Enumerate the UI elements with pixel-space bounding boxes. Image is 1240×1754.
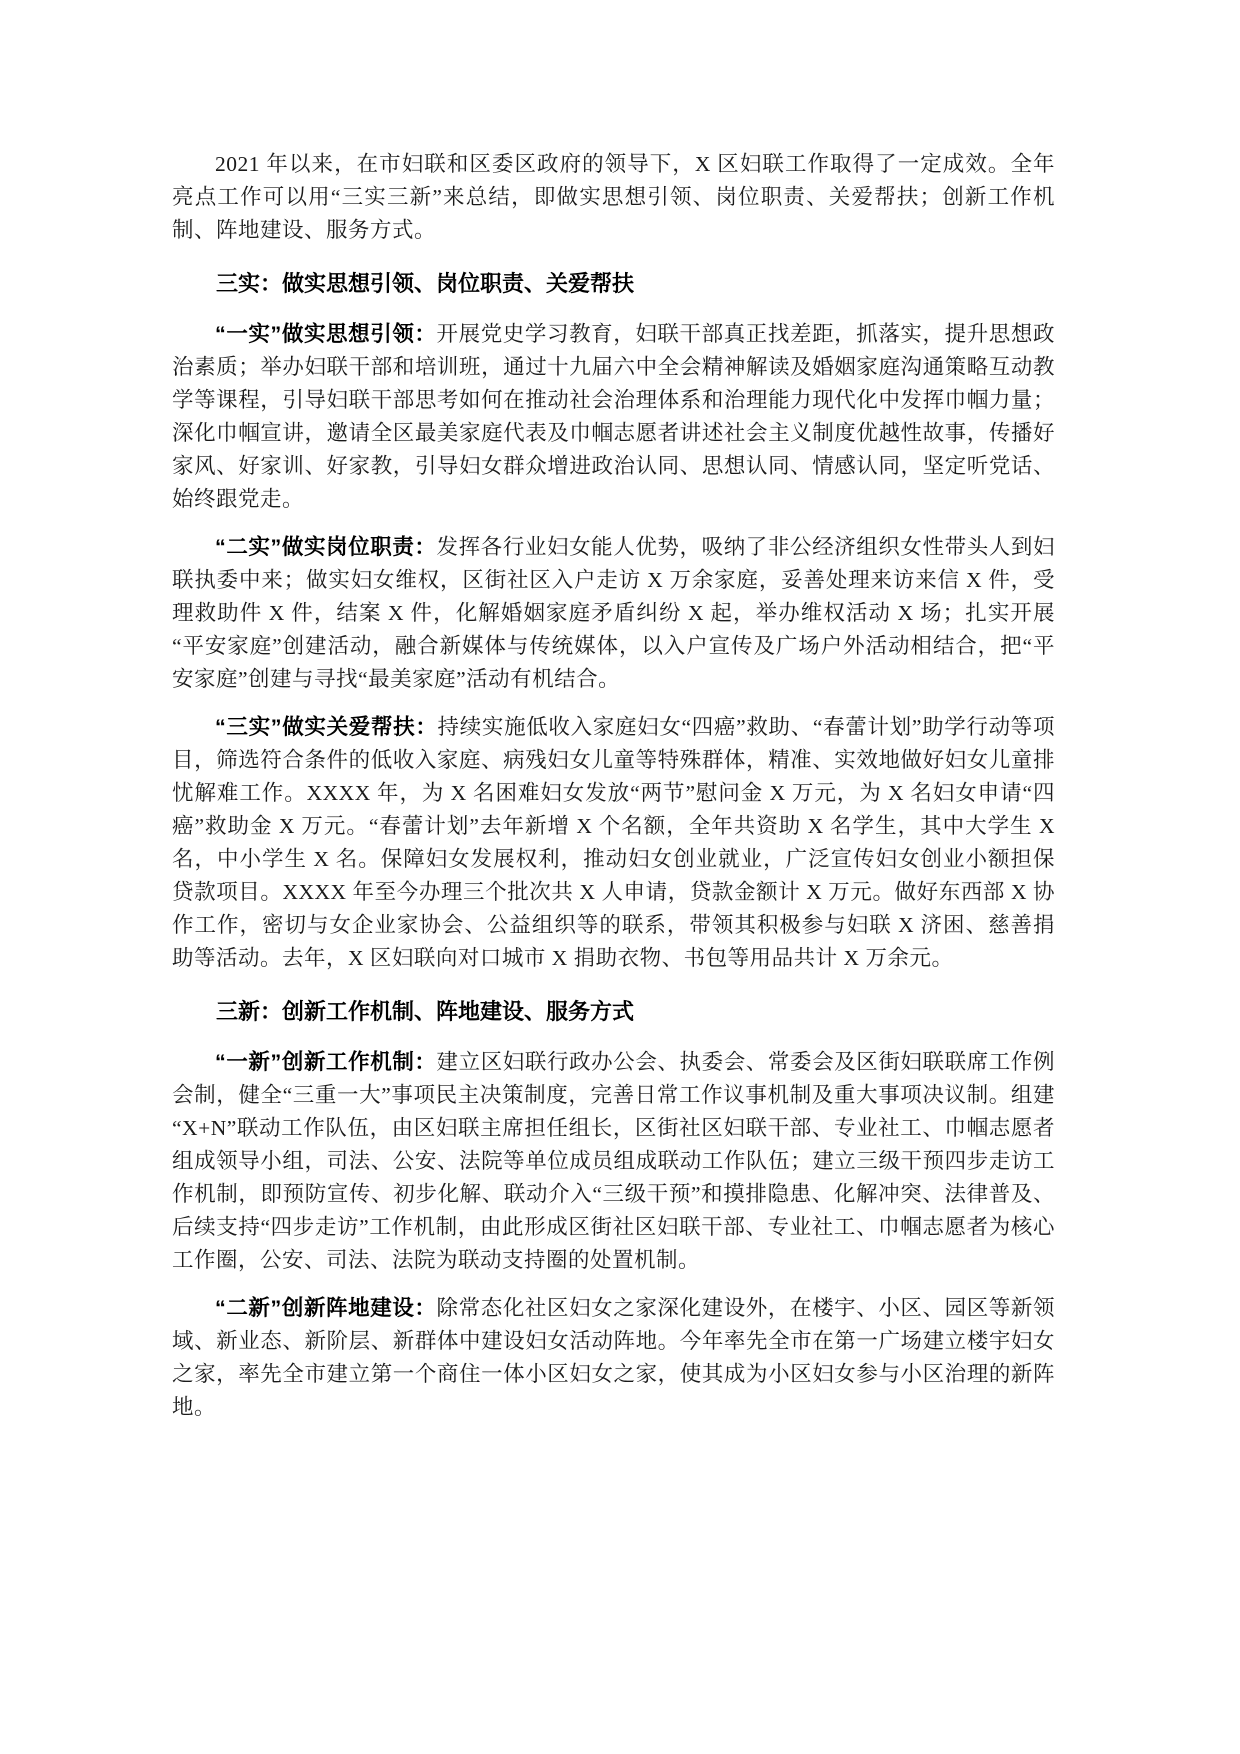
paragraph-lead: “三实”做实关爱帮扶： bbox=[215, 715, 438, 739]
paragraph-lead: “一实”做实思想引领： bbox=[215, 322, 437, 346]
paragraph-two-xin bbox=[172, 1292, 1055, 1424]
paragraph-lead: “二实”做实岗位职责： bbox=[215, 535, 437, 559]
paragraph-text: 持续实施低收入家庭妇女“四癌”救助、“春蕾计划”助学行动等项目，筛选符合条件的低收入家庭、病残妇女儿童等特殊群体，精准、实效地做好妇女儿童排忧解难工作。XXXX 年，为 X 名困难妇女发放“两节”慰问金 X 万元，为 X 名妇女申请“四癌”救助金 X 万元。“春蕾计划”去年新增 X 个名额，全年共资助 X 名学生，其中大学生 X 名，中小学生 X 名。保障妇女发展权利，推动妇女创业就业，广泛宣传妇女创业小额担保贷款项目。XXXX 年至今办理三个批次共 X 人申请，贷款金额计 X 万元。做好东西部 X 协作工作，密切与女企业家协会、公益组织等的联系，带领其积极参与妇联 X 济困、慈善捐助等活动。去年，X 区妇联向对口城市 X 捐助衣物、书包等用品共计 X 万余元。 bbox=[172, 715, 1055, 970]
paragraph-one-shi bbox=[172, 318, 1055, 516]
paragraph-text: 2021 年以来，在市妇联和区委区政府的领导下，X 区妇联工作取得了一定成效。全年亮点工作可以用“三实三新”来总结，即做实思想引领、岗位职责、关爱帮扶；创新工作机制、阵地建设、服务方式。 bbox=[172, 152, 1055, 242]
paragraph-text: 开展党史学习教育，妇联干部真正找差距，抓落实，提升思想政治素质；举办妇联干部和培训班，通过十九届六中全会精神解读及婚姻家庭沟通策略互动教学等课程，引导妇联干部思考如何在推动社会治理体系和治理能力现代化中发挥巾帼力量；深化巾帼宣讲，邀请全区最美家庭代表及巾帼志愿者讲述社会主义制度优越性故事，传播好家风、好家训、好家教，引导妇女群众增进政治认同、思想认同、情感认同，坚定听党话、始终跟党走。 bbox=[172, 322, 1055, 511]
paragraph-lead: “一新”创新工作机制： bbox=[215, 1050, 437, 1074]
document-body bbox=[172, 148, 1055, 1424]
paragraph-one-xin bbox=[172, 1046, 1055, 1277]
paragraph-text: 除常态化社区妇女之家深化建设外，在楼宇、小区、园区等新领域、新业态、新阶层、新群体中建设妇女活动阵地。今年率先全市在第一广场建立楼宇妇女之家，率先全市建立第一个商住一体小区妇女之家，使其成为小区妇女参与小区治理的新阵地。 bbox=[172, 1296, 1055, 1419]
paragraph-intro bbox=[172, 148, 1055, 247]
heading-three-shi: 三实：做实思想引领、岗位职责、关爱帮扶 bbox=[216, 271, 635, 296]
paragraph-lead: “二新”创新阵地建设： bbox=[215, 1296, 437, 1320]
paragraph-text: 建立区妇联行政办公会、执委会、常委会及区街妇联联席工作例会制，健全“三重一大”事项民主决策制度，完善日常工作议事机制及重大事项决议制。组建“X+N”联动工作队伍，由区妇联主席担任组长，区街社区妇联干部、专业社工、巾帼志愿者组成领导小组，司法、公安、法院等单位成员组成联动工作队伍；建立三级干预四步走访工作机制，即预防宣传、初步化解、联动介入“三级干预”和摸排隐患、化解冲突、法律普及、后续支持“四步走访”工作机制，由此形成区街社区妇联干部、专业社工、巾帼志愿者为核心工作圈，公安、司法、法院为联动支持圈的处置机制。 bbox=[172, 1050, 1055, 1272]
paragraph-text: 发挥各行业妇女能人优势，吸纳了非公经济组织女性带头人到妇联执委中来；做实妇女维权，区街社区入户走访 X 万余家庭，妥善处理来访来信 X 件，受理救助件 X 件，结案 X 件，化解婚姻家庭矛盾纠纷 X 起，举办维权活动 X 场；扎实开展“平安家庭”创建活动，融合新媒体与传统媒体，以入户宣传及广场户外活动相结合，把“平安家庭”创建与寻找“最美家庭”活动有机结合。 bbox=[172, 535, 1055, 691]
heading-three-xin: 三新：创新工作机制、阵地建设、服务方式 bbox=[216, 999, 635, 1024]
paragraph-two-shi bbox=[172, 531, 1055, 696]
paragraph-three-shi bbox=[172, 711, 1055, 975]
